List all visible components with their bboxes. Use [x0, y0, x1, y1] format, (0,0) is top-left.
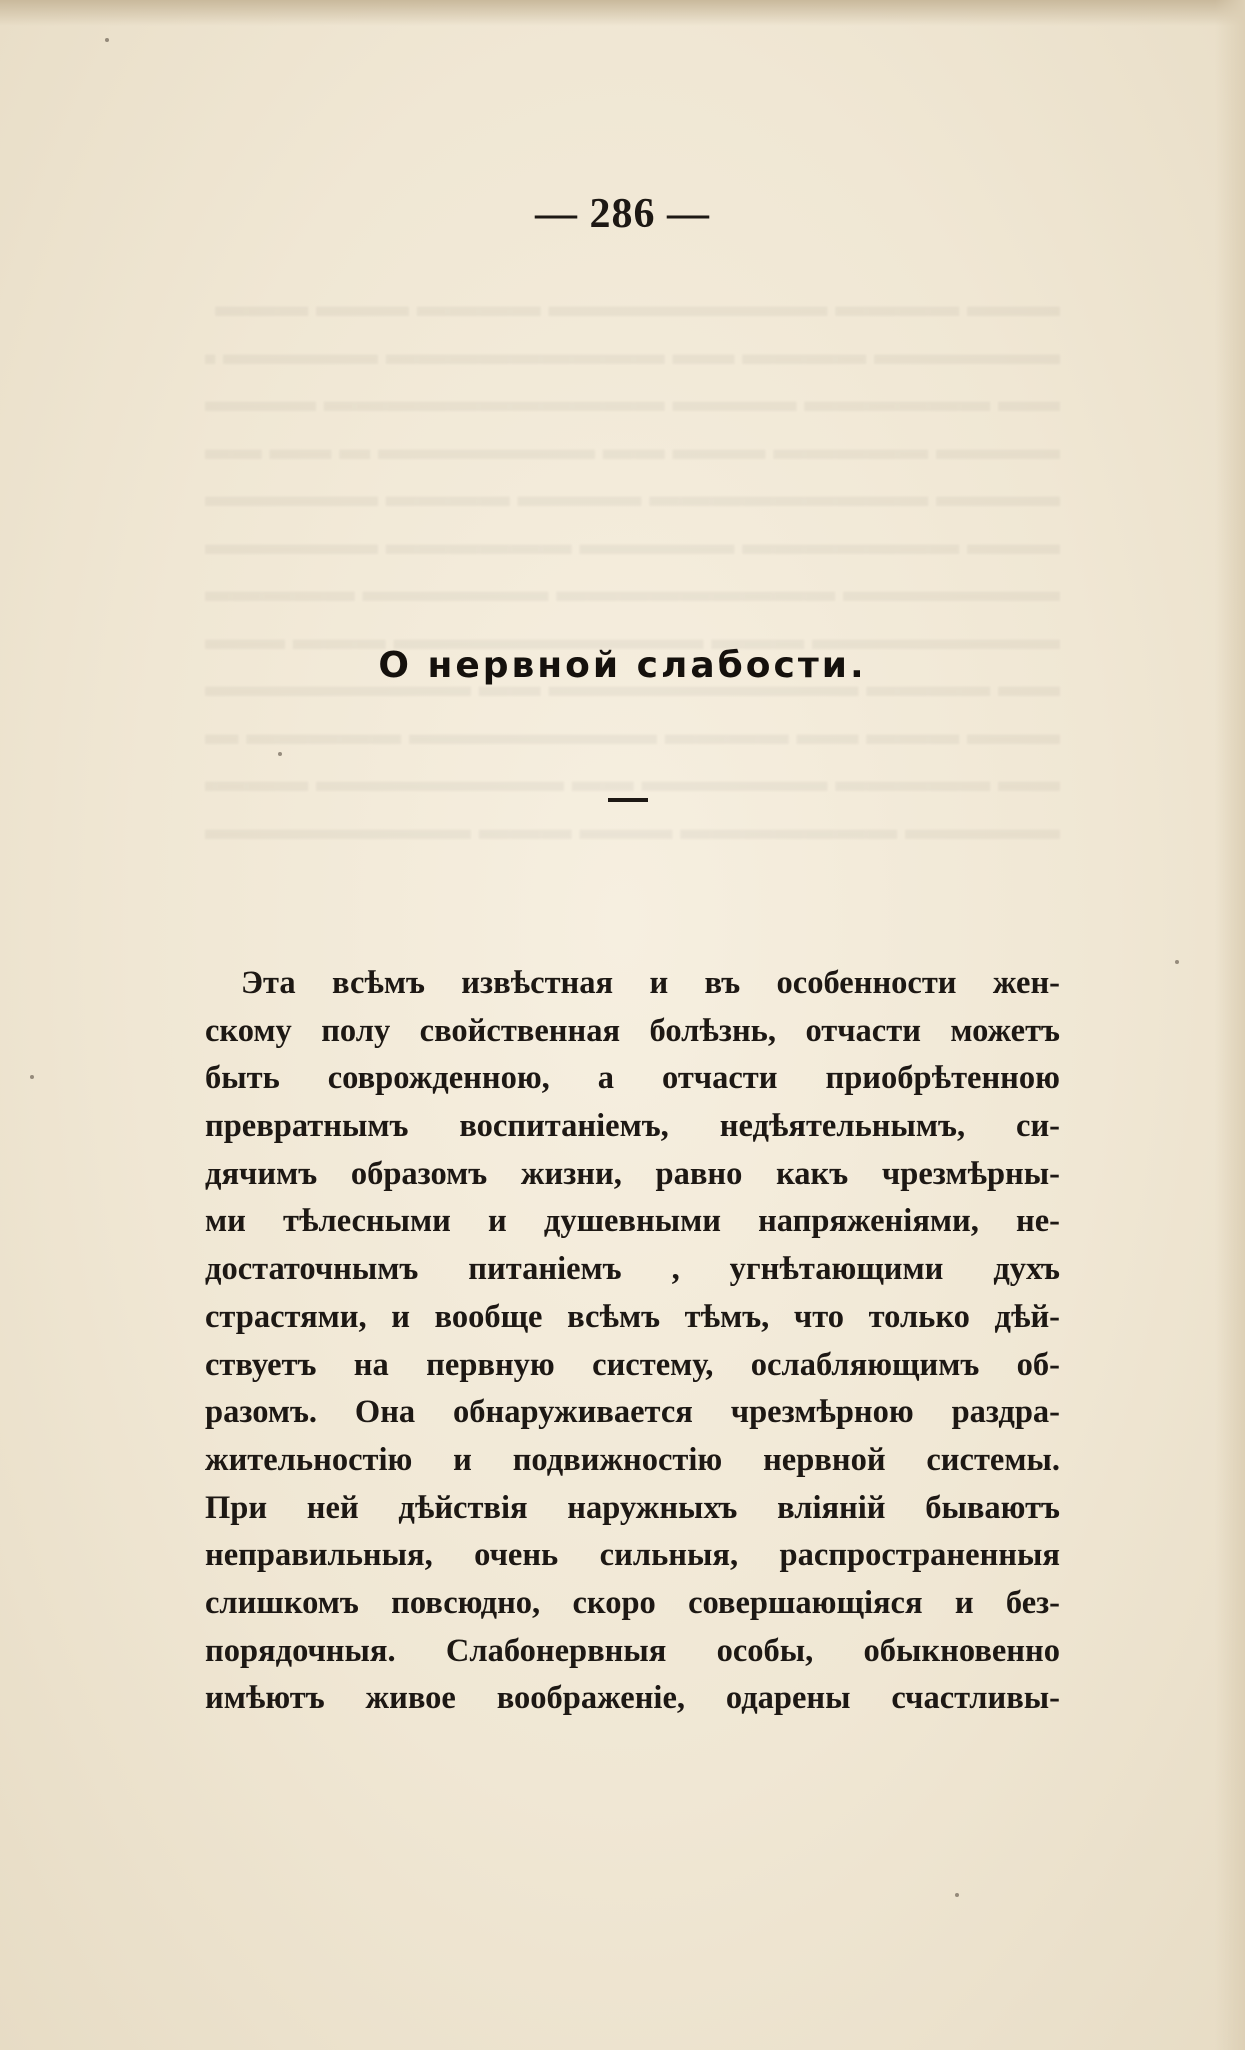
show-through-texture [205, 282, 1060, 852]
page-top-shadow [0, 0, 1245, 26]
paper-speck [955, 1893, 959, 1897]
paper-speck [30, 1075, 34, 1079]
paragraph-line: слишкомъ повсюдно, скоро совершающiяся и без- [205, 1584, 1060, 1621]
paragraph-line: страстями, и вообще всѣмъ тѣмъ, что только дѣй- [205, 1298, 1060, 1335]
paragraph-line: имѣютъ живое воображенiе, одарены счастливы- [205, 1680, 1060, 1717]
paper-speck [105, 38, 109, 42]
paragraph-line: дячимъ образомъ жизни, равно какъ чрезмѣрны- [205, 1155, 1060, 1192]
paragraph-line: порядочныя. Слабонервныя особы, обыкновенно [205, 1632, 1060, 1669]
paragraph-line: достаточнымъ питанiемъ , угнѣтающими духъ [205, 1251, 1060, 1288]
paragraph-line: жительностiю и подвижностiю нервной системы. [205, 1441, 1060, 1478]
paragraph-line: ми тѣлесными и душевными напряженiями, не- [205, 1203, 1060, 1240]
page-edge-shadow [1215, 0, 1245, 2050]
section-heading: О нервной слабости. [378, 645, 867, 686]
paragraph-line: Эта всѣмъ извѣстная и въ особенности жен- [241, 965, 1060, 1001]
paragraph-line: быть соврожденною, а отчасти приобрѣтенною [205, 1060, 1060, 1097]
paragraph-line: неправильныя, очень сильныя, распространенныя [205, 1537, 1060, 1574]
paragraph-line: При ней дѣйствiя наружныхъ влiянiй бываютъ [205, 1489, 1060, 1526]
paragraph-line: ствуетъ на первную систему, ослабляющимъ об- [205, 1346, 1060, 1383]
paragraph-line: разомъ. Она обнаруживается чрезмѣрною раздра- [205, 1394, 1060, 1431]
paper-speck [1175, 960, 1179, 964]
paragraph-line: превратнымъ воспитанiемъ, недѣятельнымъ, си- [205, 1108, 1060, 1145]
page-number: — 286 — [535, 191, 710, 237]
paragraph-line: скому полу свойственная болѣзнь, отчасти можетъ [205, 1012, 1060, 1049]
body-paragraph [205, 960, 1060, 1723]
paper-speck [278, 752, 282, 756]
heading-rule [608, 798, 648, 802]
